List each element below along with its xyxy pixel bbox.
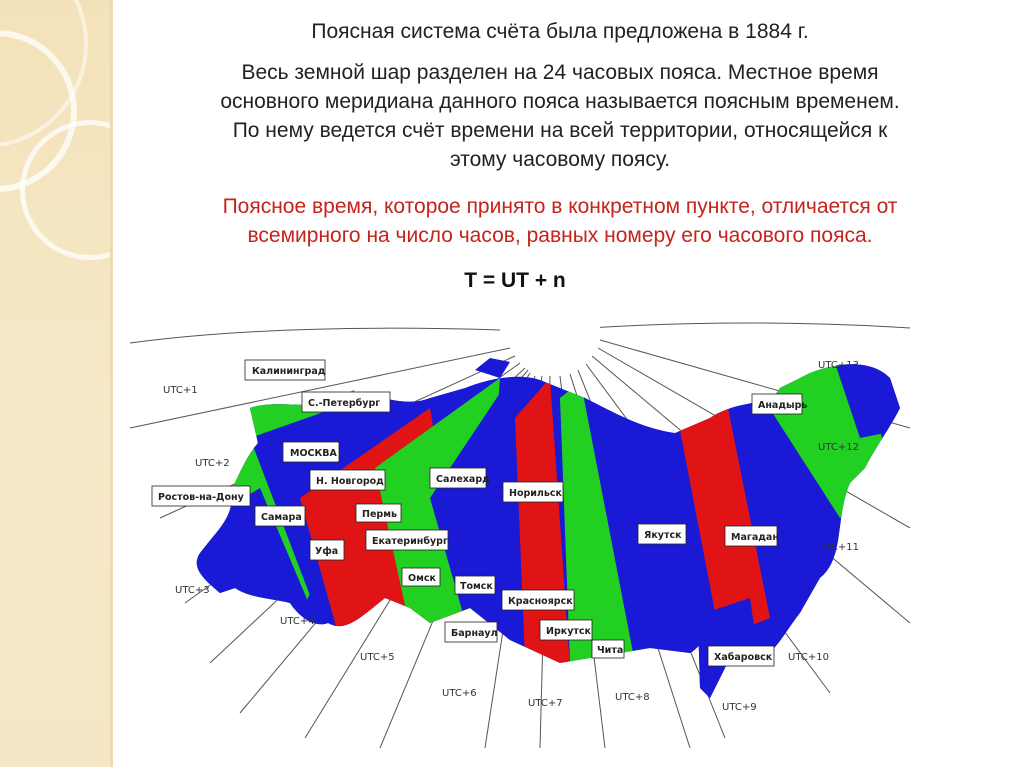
- city-marker: [245, 360, 326, 380]
- city-marker: [502, 590, 574, 610]
- city-marker: [302, 392, 390, 412]
- city-marker: [430, 468, 490, 488]
- city-label: Н. Новгород: [316, 476, 384, 487]
- city-label: Норильск: [509, 488, 562, 499]
- city-marker: [310, 470, 385, 490]
- city-label: Хабаровск: [714, 652, 773, 663]
- utc-label: UTC+5: [360, 652, 395, 663]
- utc-label: UTC+8: [615, 692, 650, 703]
- city-marker: [752, 394, 807, 414]
- city-marker: [366, 530, 448, 550]
- utc-label: UTC+9: [722, 702, 757, 713]
- city-label: Екатеринбург: [372, 536, 448, 547]
- city-label: Самара: [261, 512, 302, 523]
- city-marker: [402, 568, 440, 586]
- pole-mask: [500, 318, 600, 359]
- city-marker: [356, 504, 401, 522]
- city-marker: [592, 640, 624, 658]
- city-marker: [455, 576, 495, 594]
- paragraph-line: этому часовому поясу.: [449, 148, 671, 171]
- paragraph-line: По нему ведется счёт времени на всей территории, относящейся к: [232, 119, 888, 142]
- city-label: Анадырь: [758, 400, 808, 411]
- city-marker: [540, 620, 592, 640]
- highlight-line: всемирного на число часов, равных номеру его часового пояса.: [247, 224, 873, 247]
- city-label: Уфа: [315, 546, 339, 557]
- city-label: Омск: [408, 573, 436, 584]
- utc-label: UTC+4: [280, 616, 315, 627]
- city-label: Магадан: [731, 532, 779, 543]
- intro-line: Поясная система счёта была предложена в 1884 г.: [311, 20, 809, 43]
- city-marker: [255, 506, 305, 526]
- city-label: Красноярск: [508, 596, 573, 607]
- time-zone-map: [130, 318, 910, 748]
- highlight-line: Поясное время, которое принято в конкретном пункте, отличается от: [222, 195, 898, 218]
- city-label: Иркутск: [546, 626, 591, 637]
- paragraph-line: Весь земной шар разделен на 24 часовых пояса. Местное время: [241, 61, 879, 84]
- slide-divider: [110, 0, 113, 767]
- utc-label: UTC+2: [195, 458, 230, 469]
- city-marker: [708, 646, 774, 666]
- highlight-paragraph: [120, 192, 1000, 250]
- utc-label: UTC+1: [163, 385, 198, 396]
- city-label: Барнаул: [451, 628, 498, 639]
- city-marker: [283, 442, 339, 462]
- city-marker: [725, 526, 779, 546]
- city-marker: [310, 540, 344, 560]
- city-label: Калининград: [252, 366, 326, 377]
- description-paragraph: [120, 58, 1000, 174]
- city-marker: [638, 524, 686, 544]
- utc-label: UTC+10: [788, 652, 829, 663]
- city-label: Томск: [460, 581, 493, 592]
- utc-label: UTC+12: [818, 442, 859, 453]
- utc-label: UTC+7: [528, 698, 563, 709]
- utc-label: UTC+13: [818, 360, 859, 371]
- paragraph-line: основного меридиана данного пояса называется поясным временем.: [220, 90, 900, 113]
- city-label: Чита: [597, 645, 624, 656]
- formula: T = UT + n: [464, 269, 566, 292]
- city-marker: [152, 486, 250, 506]
- zone-bands: [130, 318, 910, 748]
- city-marker: [445, 622, 498, 642]
- utc-label: UTC+3: [175, 585, 210, 596]
- utc-label: UTC+6: [442, 688, 477, 699]
- city-label: МОСКВА: [290, 448, 337, 459]
- city-label: Якутск: [644, 530, 682, 541]
- city-label: С.-Петербург: [308, 398, 381, 409]
- city-label: Ростов-на-Дону: [158, 492, 244, 503]
- city-label: Пермь: [362, 509, 397, 520]
- city-label: Салехард: [436, 474, 490, 485]
- utc-label: UTC+11: [818, 542, 859, 553]
- city-marker: [503, 482, 563, 502]
- slide-decoration: [0, 0, 110, 767]
